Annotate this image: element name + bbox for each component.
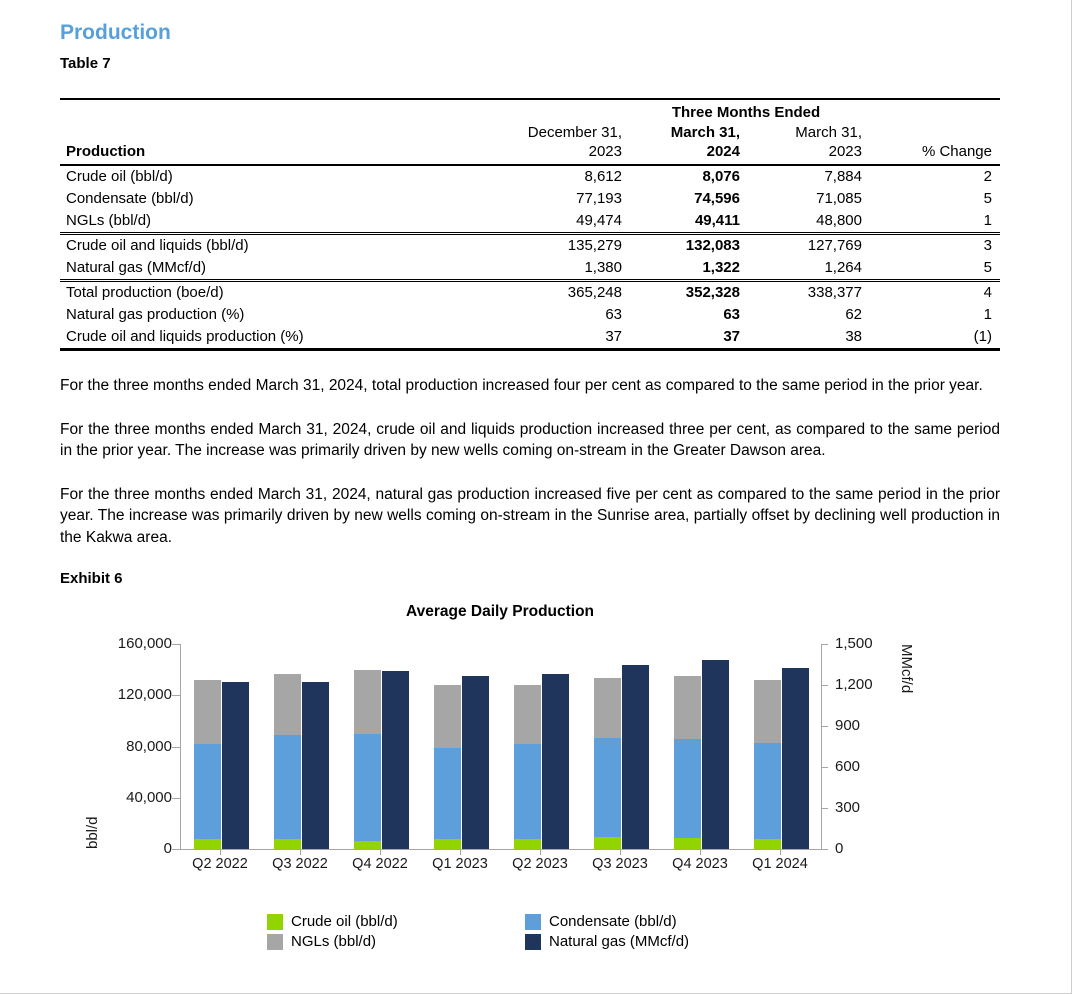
x-axis-category-label: Q3 2023 (592, 856, 648, 872)
bar-natural-gas (382, 671, 409, 849)
bar-group (421, 644, 501, 849)
x-axis-category-label: Q2 2022 (192, 856, 248, 872)
right-axis-tick-mark (821, 644, 828, 645)
value-cell: 3 (983, 237, 992, 254)
value-cell: 8,076 (702, 168, 740, 185)
right-axis-tick-label: 300 (835, 799, 861, 816)
bar-natural-gas (622, 665, 649, 849)
value-cell: 1,264 (748, 257, 870, 281)
value-cell: 338,377 (807, 284, 862, 301)
bar-segment-condensate (194, 744, 221, 840)
bar-group (501, 644, 581, 849)
left-axis-tick-label: 80,000 (126, 737, 172, 755)
bar-segment-ngls (594, 678, 621, 738)
chart-plot-area (180, 644, 822, 850)
spacer-cell (60, 99, 630, 122)
bar-segment-condensate (594, 738, 621, 837)
right-axis-tick-mark (821, 808, 828, 809)
left-axis-tick-mark (172, 849, 180, 850)
bar-natural-gas (542, 674, 569, 849)
row-label-cell: NGLs (bbl/d) (60, 210, 505, 234)
bar-segment-ngls (434, 685, 461, 748)
left-axis-unit-label: bbl/d (84, 816, 101, 849)
bar-natural-gas (222, 682, 249, 849)
value-cell: 352,328 (685, 284, 740, 301)
value-cell: 49,411 (630, 210, 748, 234)
column-header-cell (630, 122, 748, 165)
value-cell: 1 (983, 306, 992, 323)
stacked-bar (594, 678, 621, 849)
row-label-cell: Crude oil (bbl/d) (66, 168, 173, 185)
bar-natural-gas (302, 682, 329, 849)
bar-segment-condensate (434, 748, 461, 839)
bar-group (581, 644, 661, 849)
bar-segment-condensate (274, 735, 301, 839)
table-label: Table 7 (60, 55, 111, 72)
production-chart (60, 603, 1000, 955)
x-axis-tick-mark (380, 850, 381, 855)
table-row (60, 326, 1000, 350)
bar-group (261, 644, 341, 849)
right-axis-tick-mark (821, 685, 828, 686)
spacer-cell (870, 99, 1000, 122)
legend-column (525, 913, 689, 953)
x-axis-tick-mark (780, 850, 781, 855)
stacked-bar (514, 685, 541, 849)
value-cell: 38 (845, 328, 862, 345)
left-axis-tick-label: 160,000 (117, 635, 172, 652)
right-axis-tick-label: 1,500 (835, 635, 873, 652)
x-axis-tick-mark (540, 850, 541, 855)
column-header-cell (870, 122, 1000, 165)
legend-label: Crude oil (bbl/d) (291, 913, 398, 930)
value-cell: 135,279 (567, 237, 622, 254)
row-header-cell: Production (60, 122, 505, 165)
left-axis-tick-label: 40,000 (126, 788, 172, 806)
x-axis-tick-mark (700, 850, 701, 855)
row-label-cell: Total production (boe/d) (66, 284, 224, 301)
stacked-bar (194, 680, 221, 849)
x-axis-category-label: Q4 2022 (352, 856, 408, 872)
x-axis-tick-mark (220, 850, 221, 855)
bar-segment-crude (674, 838, 701, 849)
value-cell: 2 (983, 168, 992, 185)
bar-segment-crude (594, 837, 621, 849)
row-label-cell: Crude oil and liquids production (%) (66, 328, 304, 345)
column-header-line2: 2023 (588, 143, 622, 160)
bar-segment-condensate (354, 734, 381, 841)
value-cell: 71,085 (816, 190, 862, 207)
bar-segment-ngls (674, 676, 701, 739)
value-cell: 5 (983, 190, 992, 207)
bar-segment-crude (354, 841, 381, 849)
stacked-bar (674, 676, 701, 849)
right-axis-tick-label: 600 (835, 758, 861, 775)
right-axis-tick-mark (821, 767, 828, 768)
right-axis-tick-label: 1,200 (835, 676, 873, 693)
legend-label: NGLs (bbl/d) (291, 933, 377, 950)
table-row (60, 257, 1000, 281)
column-header-line2: 2024 (706, 143, 740, 160)
right-axis-tick-label: 0 (835, 840, 844, 857)
x-axis-tick-mark (620, 850, 621, 855)
value-cell: 1,380 (505, 257, 630, 281)
left-axis-tick-mark (172, 644, 180, 645)
value-cell: 63 (723, 306, 740, 323)
table-row (60, 234, 1000, 258)
bar-group (661, 644, 741, 849)
value-cell: 4 (983, 284, 992, 301)
bar-segment-condensate (754, 743, 781, 839)
value-cell: 74,596 (694, 190, 740, 207)
value-cell: (1) (973, 328, 992, 345)
bar-natural-gas (462, 676, 489, 849)
group-header-cell: Three Months Ended (671, 104, 821, 121)
column-header-line1: December 31, (527, 124, 622, 141)
x-axis-category-label: Q4 2023 (672, 856, 728, 872)
legend-swatch-ngls (267, 934, 283, 950)
legend-item (525, 913, 689, 930)
value-cell: 48,800 (748, 210, 870, 234)
table-row (60, 304, 1000, 326)
stacked-bar (754, 680, 781, 849)
legend-label: Condensate (bbl/d) (549, 913, 677, 930)
bar-group (181, 644, 261, 849)
value-cell: 49,474 (505, 210, 630, 234)
legend-swatch-crude (267, 914, 283, 930)
chart-title: Average Daily Production (405, 603, 595, 620)
legend-item (267, 933, 398, 950)
value-cell: 132,083 (685, 237, 740, 254)
value-cell: 63 (605, 306, 622, 323)
stacked-bar (274, 674, 301, 849)
value-cell: 37 (723, 328, 740, 345)
right-axis-tick-label: 900 (835, 717, 861, 734)
table-group-header-row (60, 99, 1000, 122)
bar-group (341, 644, 421, 849)
right-axis-tick-mark (821, 726, 828, 727)
row-label-cell: Condensate (bbl/d) (66, 190, 194, 207)
legend-swatch-natural (525, 934, 541, 950)
legend-item (267, 913, 398, 930)
bar-segment-ngls (354, 670, 381, 735)
value-cell: 8,612 (584, 168, 622, 185)
table-head (60, 99, 1000, 165)
column-header-line1: March 31, (795, 124, 862, 141)
paragraph-liquids-production: For the three months ended March 31, 2024, crude oil and liquids production increased three per cent, as compared to the same period in the prior year. The increase was primarily driven by new wells coming on-stream in the Greater Dawson area. (60, 420, 1000, 459)
column-header-line2: 2023 (828, 143, 862, 160)
bar-segment-crude (514, 839, 541, 849)
x-axis-category-label: Q2 2023 (512, 856, 568, 872)
left-axis-tick-mark (172, 747, 180, 748)
right-axis-tick-mark (821, 849, 828, 850)
bar-segment-ngls (274, 674, 301, 735)
row-label-cell: Crude oil and liquids (bbl/d) (66, 237, 249, 254)
paragraph-total-production: For the three months ended March 31, 2024, total production increased four per cent as compared to the same period in the prior year. (60, 377, 983, 394)
left-axis-tick-mark (172, 798, 180, 799)
bar-segment-ngls (514, 685, 541, 743)
bar-segment-ngls (194, 680, 221, 744)
value-cell: 127,769 (807, 237, 862, 254)
column-header-line2: % Change (921, 143, 992, 160)
stacked-bar (434, 685, 461, 849)
bar-segment-ngls (754, 680, 781, 743)
column-header-cell (505, 122, 630, 165)
legend-column (267, 913, 398, 953)
left-axis-tick-label: 120,000 (117, 686, 172, 704)
value-cell: 5 (870, 257, 1000, 281)
x-axis-category-label: Q1 2024 (752, 856, 808, 872)
row-label-cell: Natural gas production (%) (66, 306, 245, 323)
stacked-bar (354, 670, 381, 849)
value-cell: 1 (870, 210, 1000, 234)
column-header-line1: March 31, (670, 124, 740, 141)
section-title: Production (60, 21, 171, 44)
exhibit-label: Exhibit 6 (60, 570, 123, 587)
value-cell: 365,248 (567, 284, 622, 301)
table-column-header-row (60, 122, 1000, 165)
x-axis-category-label: Q3 2022 (272, 856, 328, 872)
table-body (60, 165, 1000, 350)
bar-natural-gas (702, 660, 729, 849)
left-axis-tick-label: 0 (163, 840, 172, 857)
legend-item (525, 933, 689, 950)
value-cell: 1,322 (630, 257, 748, 281)
bar-segment-condensate (674, 739, 701, 838)
legend-label: Natural gas (MMcf/d) (549, 933, 690, 950)
row-label-cell: Natural gas (MMcf/d) (60, 257, 505, 281)
production-table (60, 98, 1000, 351)
value-cell: 77,193 (576, 190, 622, 207)
right-axis-unit-label: MMcf/d (898, 644, 915, 694)
bar-natural-gas (782, 668, 809, 849)
paragraph-gas-production: For the three months ended March 31, 2024, natural gas production increased five per cent as compared to the same period in the prior year. The increase was primarily driven by new wells coming on-stream in the Sunrise area, partially offset by declining well production in the Kakwa area. (60, 485, 1000, 546)
value-cell: 37 (605, 328, 622, 345)
x-axis-tick-mark (300, 850, 301, 855)
bar-segment-crude (194, 839, 221, 849)
bar-segment-crude (754, 839, 781, 849)
bar-segment-crude (274, 839, 301, 849)
value-cell: 7,884 (824, 168, 862, 185)
left-axis-tick-mark (172, 695, 180, 696)
table-row (60, 188, 1000, 210)
table-row (60, 165, 1000, 188)
x-axis-tick-mark (460, 850, 461, 855)
table-row (60, 210, 1000, 234)
x-axis-category-label: Q1 2023 (432, 856, 488, 872)
column-header-cell (748, 122, 870, 165)
value-cell: 62 (845, 306, 862, 323)
table-row (60, 281, 1000, 305)
bar-segment-condensate (514, 744, 541, 839)
legend-swatch-condensate (525, 914, 541, 930)
bar-group (741, 644, 821, 849)
bar-segment-crude (434, 839, 461, 849)
